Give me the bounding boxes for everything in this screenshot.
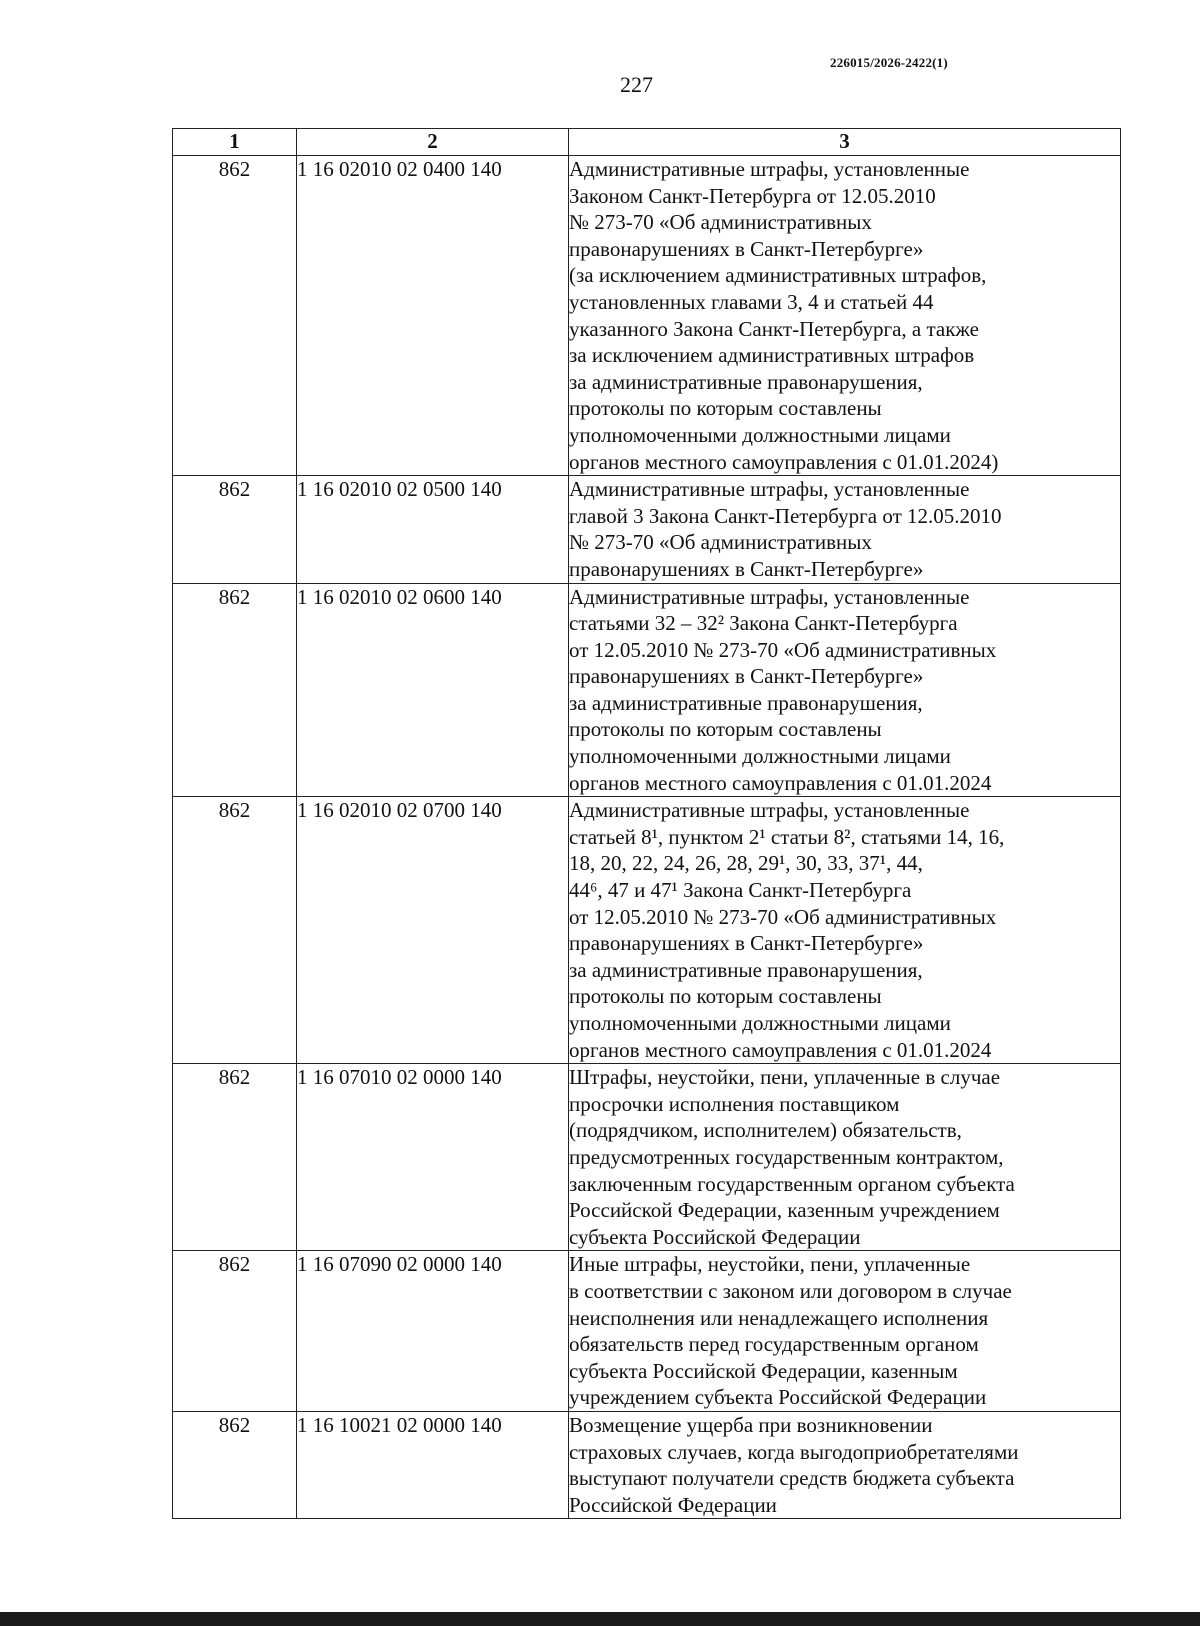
- table-row: [173, 797, 1121, 1064]
- description-line: протоколы по которым составлены: [569, 717, 882, 742]
- description-line: Административные штрафы, установленные: [569, 477, 970, 502]
- description-line: протоколы по которым составлены: [569, 396, 882, 421]
- description-line: Законом Санкт-Петербурга от 12.05.2010: [569, 183, 936, 208]
- description-line: № 273-70 «Об административных: [569, 210, 872, 235]
- admin-code-cell: 862: [173, 1411, 297, 1518]
- description-line: органов местного самоуправления с 01.01.2024: [569, 1037, 992, 1062]
- description-line: правонарушениях в Санкт-Петербурге»: [569, 236, 924, 261]
- description-line: субъекта Российской Федерации: [569, 1224, 861, 1249]
- table-row: [173, 476, 1121, 583]
- description-line: указанного Закона Санкт-Петербурга, а также: [569, 316, 979, 341]
- admin-code-cell: 862: [173, 476, 297, 583]
- admin-code-cell: 862: [173, 1251, 297, 1412]
- description-line: правонарушениях в Санкт-Петербурге»: [569, 556, 924, 581]
- description-line: уполномоченными должностными лицами: [569, 422, 951, 447]
- table-row: [173, 1251, 1121, 1412]
- description-line: Административные штрафы, установленные: [569, 584, 970, 609]
- description-line: Российской Федерации: [569, 1492, 777, 1517]
- description-line: Российской Федерации, казенным учреждением: [569, 1198, 1000, 1223]
- admin-code-cell: 862: [173, 1064, 297, 1251]
- description-cell: [569, 583, 1121, 797]
- description-line: Иные штрафы, неустойки, пени, уплаченные: [569, 1252, 971, 1277]
- column-header-1: 1: [173, 129, 297, 156]
- description-line: Административные штрафы, установленные: [569, 798, 970, 823]
- description-line: обязательств перед государственным органом: [569, 1332, 979, 1357]
- description-line: страховых случаев, когда выгодоприобретателями: [569, 1439, 1019, 1464]
- budget-classification-code-cell: 1 16 02010 02 0700 140: [297, 797, 569, 1064]
- description-line: уполномоченными должностными лицами: [569, 1011, 951, 1035]
- description-line: за исключением административных штрафов: [569, 343, 975, 368]
- description-cell: [569, 1411, 1121, 1518]
- description-line: неисполнения или ненадлежащего исполнения: [569, 1305, 989, 1330]
- description-line: субъекта Российской Федерации, казенным: [569, 1358, 958, 1383]
- column-header-3: 3: [569, 129, 1121, 156]
- document-registration-number: 226015/2026-2422(1): [830, 55, 948, 70]
- description-line: за административные правонарушения,: [569, 957, 923, 982]
- description-cell: [569, 797, 1121, 1064]
- description-line: правонарушениях в Санкт-Петербурге»: [569, 931, 924, 956]
- table-row: [173, 156, 1121, 476]
- description-line: правонарушениях в Санкт-Петербурге»: [569, 664, 924, 689]
- description-line: № 273-70 «Об административных: [569, 530, 872, 555]
- budget-classification-code-cell: 1 16 02010 02 0400 140: [297, 156, 569, 476]
- budget-classification-code-cell: 1 16 10021 02 0000 140: [297, 1411, 569, 1518]
- description-line: органов местного самоуправления с 01.01.2024): [569, 449, 999, 474]
- description-line: заключенным государственным органом субъекта: [569, 1171, 1015, 1196]
- table-row: [173, 1064, 1121, 1251]
- description-line: предусмотренных государственным контрактом,: [569, 1144, 1004, 1169]
- page-number: 227: [620, 72, 653, 97]
- table-row: [173, 1411, 1121, 1518]
- description-line: Возмещение ущерба при возникновении: [569, 1412, 933, 1437]
- description-line: Административные штрафы, установленные: [569, 157, 970, 181]
- description-line: установленных главами 3, 4 и статьей 44: [569, 289, 934, 314]
- description-line: за административные правонарушения,: [569, 369, 923, 394]
- admin-code-cell: 862: [173, 583, 297, 797]
- admin-code-cell: 862: [173, 797, 297, 1064]
- description-line: выступают получатели средств бюджета субъекта: [569, 1466, 1015, 1491]
- description-cell: [569, 1251, 1121, 1412]
- description-line: (за исключением административных штрафов,: [569, 263, 987, 288]
- budget-classification-code-cell: 1 16 02010 02 0500 140: [297, 476, 569, 583]
- description-cell: [569, 156, 1121, 476]
- description-line: просрочки исполнения поставщиком: [569, 1091, 900, 1116]
- description-line: 18, 20, 22, 24, 26, 28, 29¹, 30, 33, 37¹, 44,: [569, 851, 923, 876]
- table-row: [173, 583, 1121, 797]
- budget-classification-code-cell: 1 16 02010 02 0600 140: [297, 583, 569, 797]
- column-header-2: 2: [297, 129, 569, 156]
- admin-code-cell: 862: [173, 156, 297, 476]
- description-line: Штрафы, неустойки, пени, уплаченные в случае: [569, 1065, 1001, 1090]
- scan-edge-bar: [0, 1612, 1200, 1626]
- description-line: уполномоченными должностными лицами: [569, 744, 951, 769]
- table-header-row: [173, 129, 1121, 156]
- description-cell: [569, 1064, 1121, 1251]
- description-line: в соответствии с законом или договором в случае: [569, 1278, 1012, 1303]
- budget-classification-code-cell: 1 16 07090 02 0000 140: [297, 1251, 569, 1412]
- description-line: за административные правонарушения,: [569, 690, 923, 715]
- description-line: главой 3 Закона Санкт-Петербурга от 12.05.2010: [569, 503, 1002, 528]
- description-line: учреждением субъекта Российской Федерации: [569, 1385, 987, 1410]
- table-body: [173, 156, 1121, 1519]
- description-line: 44⁶, 47 и 47¹ Закона Санкт-Петербурга: [569, 878, 912, 903]
- budget-classification-code-cell: 1 16 07010 02 0000 140: [297, 1064, 569, 1251]
- description-line: статьей 8¹, пунктом 2¹ статьи 8², статьями 14, 16,: [569, 824, 1005, 849]
- description-line: от 12.05.2010 № 273-70 «Об административных: [569, 637, 997, 662]
- description-line: от 12.05.2010 № 273-70 «Об административных: [569, 904, 997, 929]
- description-line: органов местного самоуправления с 01.01.2024: [569, 770, 992, 795]
- description-cell: [569, 476, 1121, 583]
- description-line: (подрядчиком, исполнителем) обязательств,: [569, 1118, 962, 1143]
- budget-codes-table: [172, 128, 1121, 1519]
- description-line: протоколы по которым составлены: [569, 984, 882, 1009]
- description-line: статьями 32 – 32² Закона Санкт-Петербурга: [569, 611, 958, 636]
